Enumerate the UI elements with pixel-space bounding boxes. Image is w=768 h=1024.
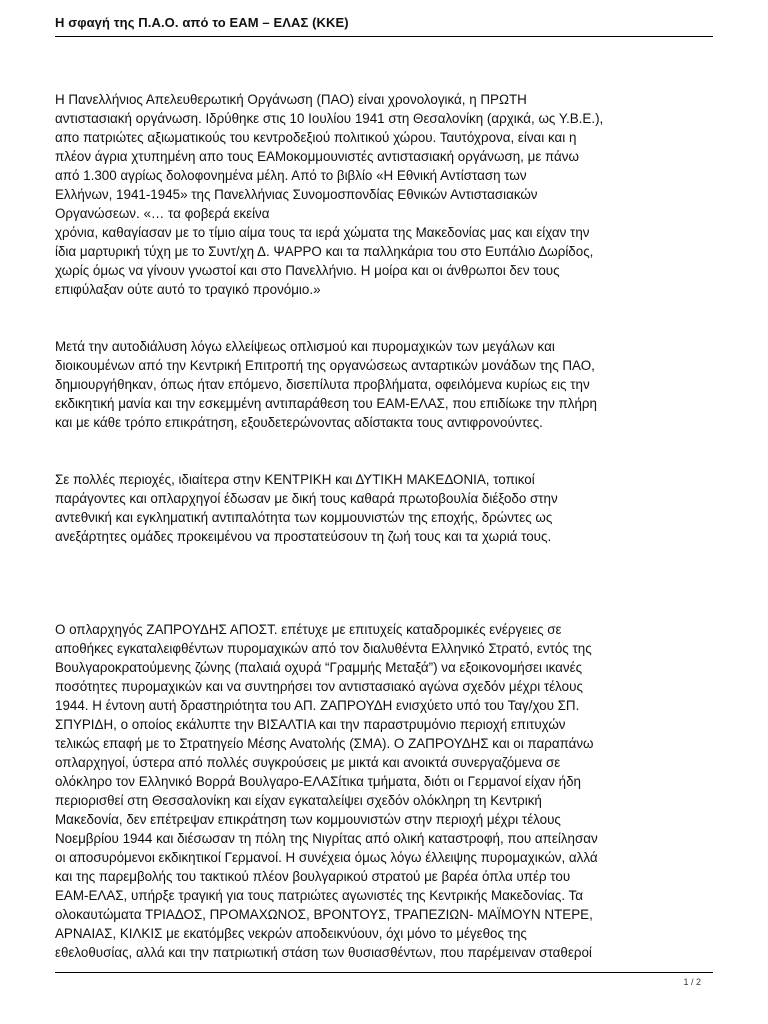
- page-title: Η σφαγή της Π.Α.Ο. από το ΕΑΜ – ΕΛΑΣ (ΚΚΕ): [55, 15, 349, 30]
- page-footer: [55, 972, 713, 987]
- paragraph-dissolution: Μετά την αυτοδιάλυση λόγω ελλείψεως οπλισμού και πυρομαχικών των μεγάλων και διοικουμένων από την Κεντρική Επιτροπή της οργανώσεως ανταρτικών μονάδων της ΠΑΟ, δημιουργήθηκαν, όπως ήταν επόμενο, δισεπίλυτα προβλήματα, οφειλόμενα κυρίως εις την εκδικητική μανία και την εσκεμμένη αντιπαράθεση του ΕΑΜ-ΕΛΑΣ, που επιδίωκε την πλήρη και με κάθε τρόπο επικράτηση, εξουδετερώνοντας αδίστακτα τους αντιφρονούντες.: [55, 339, 597, 430]
- page-number: 1 / 2: [683, 977, 701, 987]
- document-body: [55, 90, 717, 962]
- paragraph-zaproudis: Ο οπλαρχηγός ΖΑΠΡΟΥΔΗΣ ΑΠΟΣΤ. επέτυχε με επιτυχείς καταδρομικές ενέργειες σε αποθήκες εγκαταλειφθέντων πυρομαχικών από τον διαλυθέντα Ελληνικό Στρατό, εντός της Βουλγαροκρατούμενης ζώνης (παλαιά οχυρά “Γραμμής Μεταξά”) να εξοικονομήσει ικανές ποσότητες πυρομαχικών και να συντηρήσει τον αντιστασιακό αγώνα σχεδόν μέχρι τέλους 1944. Η έντονη αυτή δραστηριότητα του ΑΠ. ΖΑΠΡΟΥΔΗ ενισχύετο υπό του Ταγ/χου ΣΠ. ΣΠΥΡΙΔΗ, ο οποίος εκάλυπτε την ΒΙΣΑΛΤΙΑ και την παραστρυμόνιο περιοχή επιτυχών τελικώς επαφή με το Στρατηγείο Μέσης Ανατολής (ΣΜΑ). Ο ΖΑΠΡΟΥΔΗΣ και οι παραπάνω οπλαρχηγοί, ύστερα από πολλές συγκρούσεις με μικτά και ανοικτά συνεργαζόμενα σε ολόκληρο τον Ελληνικό Βορρά Βουλγαρο-ΕΛΑΣίτικα τμήματα, διότι οι Γερμανοί είχαν ήδη περιορισθεί στη Θεσσαλονίκη και είχαν εγκαταλείψει σχεδόν ολόκληρη τη Κεντρική Μακεδονία, δεν επέτρεψαν επικράτηση των κομμουνιστών στην περιοχή μέχρι τέλους Νοεμβρίου 1944 και διέσωσαν τη πόλη της Νιγρίτας από ολική καταστροφή, που απείλησαν οι αποσυρόμενοι εκδικητικοί Γερμανοί. Η συνέχεια όμως λόγω έλλειψης πυρομαχικών, αλλά και της παρεμβολής του τακτικού πλέον βουλγαρικού στρατού με βαρέα όπλα υπέρ του ΕΑΜ-ΕΛΑΣ, υπήρξε τραγική για τους πατριώτες αγωνιστές της Κεντρικής Μακεδονίας. Τα ολοκαυτώματα ΤΡΙΑΔΟΣ, ΠΡΟΜΑΧΩΝΟΣ, ΒΡΟΝΤΟΥΣ, ΤΡΑΠΕΖΙΩΝ- ΜΑΪΜΟΥΝ ΝΤΕΡΕ, ΑΡΝΑΙΑΣ, ΚΙΛΚΙΣ με εκατόμβες νεκρών αποδεικνύουν, όχι μόνο το μέγεθος της εθελοθυσίας, αλλά και την πατριωτική στάση των θυσιασθέντων, που παρέμειναν σταθεροί: [55, 622, 598, 960]
- page-header: [55, 14, 713, 37]
- paragraph-regions: Σε πολλές περιοχές, ιδιαίτερα στην ΚΕΝΤΡΙΚΗ και ΔΥΤΙΚΗ ΜΑΚΕΔΟΝΙΑ, τοπικοί παράγοντες και οπλαρχηγοί έδωσαν με δική τους καθαρά πρωτοβουλία διέξοδο στην αντεθνική και εγκληματική αντιπαλότητα των κομμουνιστών της εποχής, δρώντες ως ανεξάρτητες ομάδες προκειμένου να προστατεύσουν τη ζωή τους και τα χωριά τους.: [55, 472, 558, 544]
- paragraph-intro: Η Πανελλήνιος Απελευθερωτική Οργάνωση (ΠΑΟ) είναι χρονολογικά, η ΠΡΩΤΗ αντιστασιακή οργάνωση. Ιδρύθηκε στις 10 Ιουλίου 1941 στη Θεσαλονίκη (αρχικά, ως Υ.Β.Ε.), απο πατριώτες αξιωματικούς του κεντροδεξιού πολιτικού χώρου. Ταυτόχρονα, είναι και η πλέον άγρια χτυπημένη απο τους ΕΑΜοκομμουνιστές αντιστασιακή οργάνωση, με πάνω από 1.300 αγρίως δολοφονημένα μέλη. Από το βιβλίο «Η Εθνική Αντίσταση των Ελλήνων, 1941-1945» της Πανελλήνιας Συνομοσπονδίας Εθνικών Αντιστασιακών Οργανώσεων. «… τα φοβερά εκείνα χρόνια, καθαγίασαν με το τίμιο αίμα τους τα ιερά χώματα της Μακεδονίας μας και είχαν την ίδια μαρτυρική τύχη με το Συντ/χη Δ. ΨΑΡΡΟ και τα παλληκάρια του στο Ευπάλιο Δωρίδος, χωρίς όμως να γίνουν γνωστοί και στο Πανελλήνιο. Η μοίρα και οι άνθρωποι δεν τους επιφύλαξαν ούτε αυτό το τραγικό προνόμιο.»: [55, 92, 604, 297]
